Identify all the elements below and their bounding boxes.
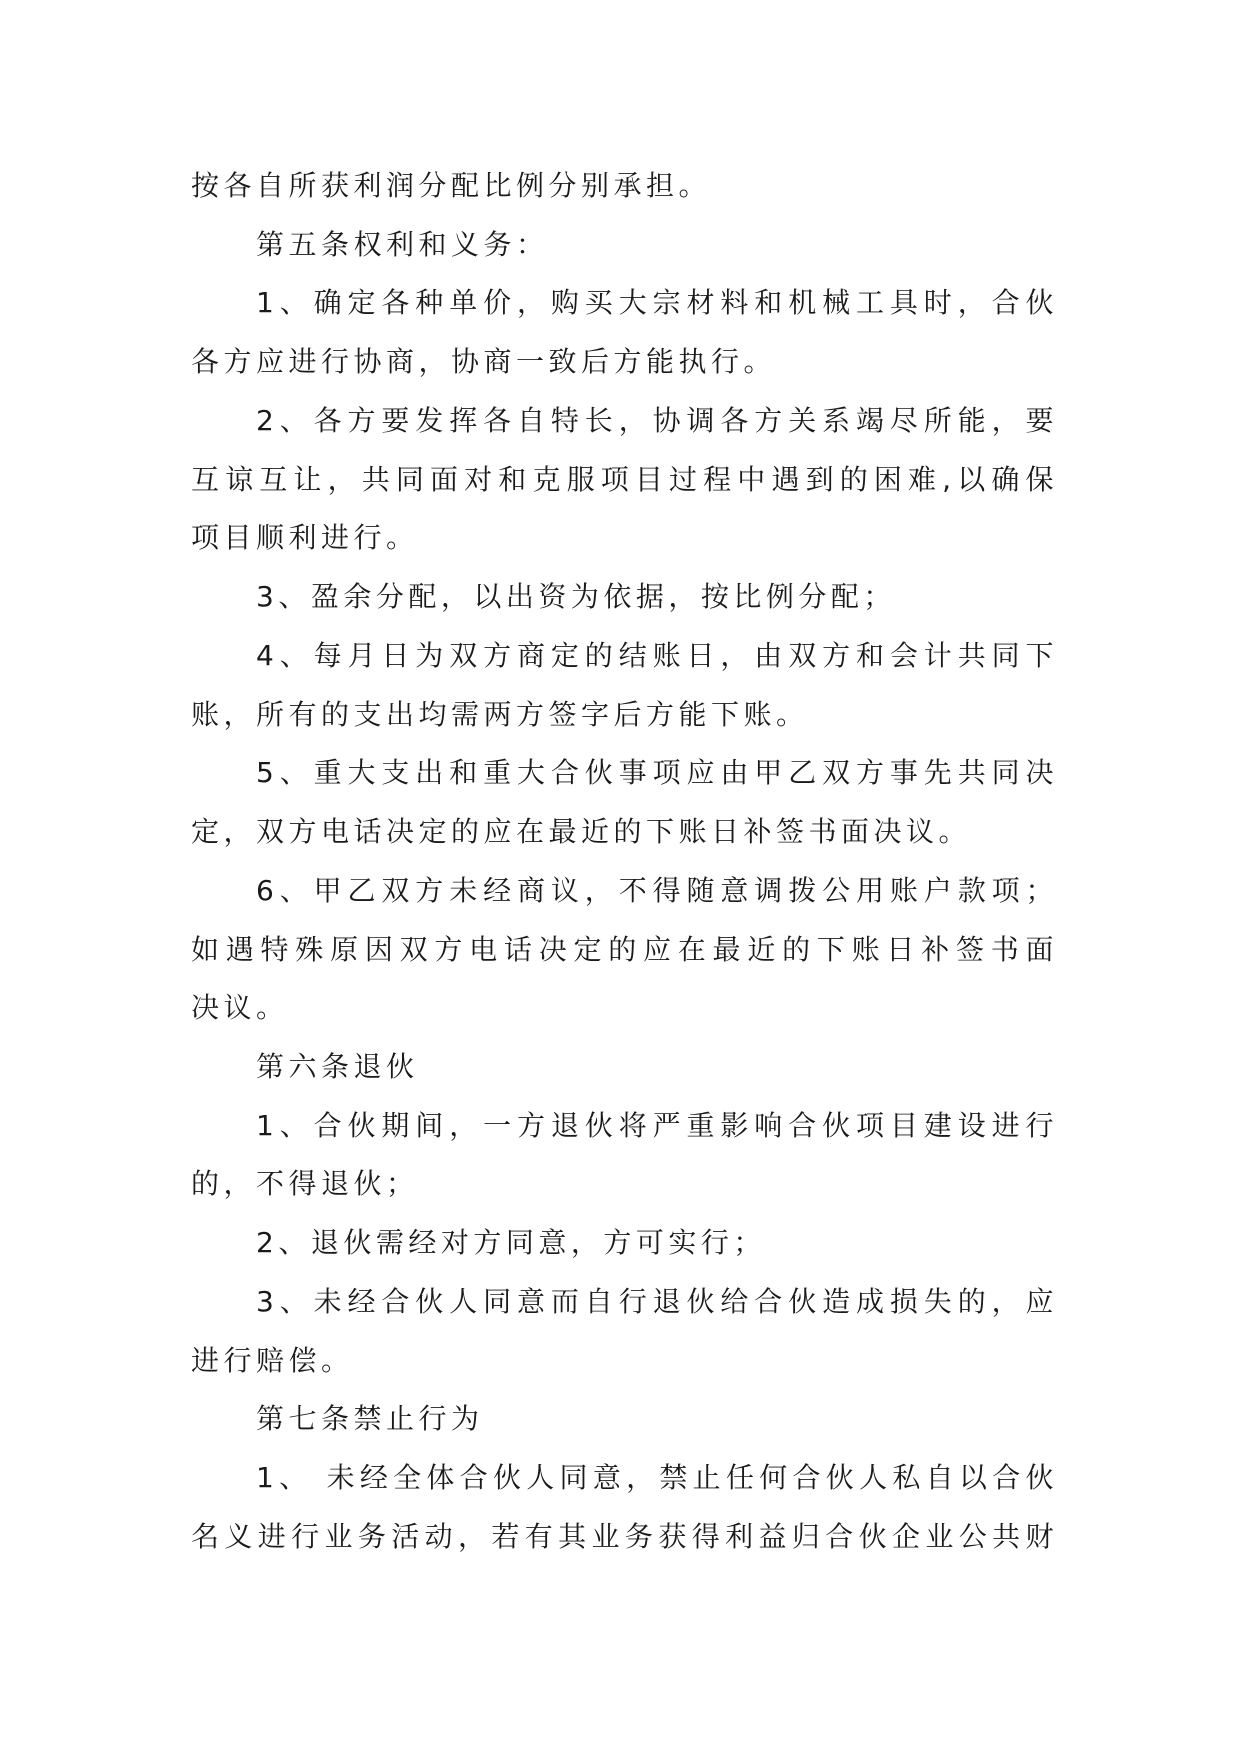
paragraph — [191, 1097, 1058, 1214]
text-line: 6、甲乙双方未经商议，不得随意调拨公用账户款项； — [256, 873, 1058, 907]
paragraph — [191, 627, 1058, 744]
text-line: 第五条权利和义务： — [256, 227, 549, 261]
paragraph — [191, 274, 1058, 391]
text-line: 3、未经合伙人同意而自行退伙给合伙造成损失的，应 — [256, 1284, 1058, 1318]
paragraph — [191, 392, 1058, 568]
text-line: 决议。 — [191, 991, 289, 1025]
paragraph — [191, 157, 1058, 216]
text-line: 5、重大支出和重大合伙事项应由甲乙双方事先共同决 — [256, 756, 1058, 790]
text-line: 第六条退伙 — [256, 1050, 419, 1084]
text-line: 第七条禁止行为 — [256, 1402, 484, 1436]
paragraph — [191, 862, 1058, 1038]
paragraph — [191, 1449, 1058, 1566]
text-line: 的，不得退伙； — [191, 1167, 419, 1201]
paragraph — [191, 744, 1058, 861]
text-line: 账，所有的支出均需两方签字后方能下账。 — [191, 697, 809, 731]
paragraph — [191, 1273, 1058, 1390]
text-line: 各方应进行协商，协商一致后方能执行。 — [191, 345, 777, 379]
text-line: 3、盈余分配，以出资为依据，按比例分配； — [256, 580, 896, 614]
document-page — [191, 157, 1058, 1567]
text-line: 定，双方电话决定的应在最近的下账日补签书面决议。 — [191, 815, 972, 849]
text-line: 4、每月日为双方商定的结账日，由双方和会计共同下 — [256, 638, 1058, 672]
text-line: 按各自所获利润分配比例分别承担。 — [191, 169, 712, 202]
paragraph — [191, 1038, 1058, 1097]
text-line: 1、确定各种单价，购买大宗材料和机械工具时，合伙 — [256, 286, 1058, 320]
text-line: 互谅互让，共同面对和克服项目过程中遇到的困难,以确保 — [191, 462, 1058, 496]
text-line: 2、退伙需经对方同意，方可实行； — [256, 1226, 766, 1260]
text-line: 1、合伙期间，一方退伙将严重影响合伙项目建设进行 — [256, 1108, 1058, 1142]
text-line: 进行赔偿。 — [191, 1343, 354, 1377]
text-line: 项目顺利进行。 — [191, 521, 419, 555]
paragraph — [191, 1390, 1058, 1449]
paragraph — [191, 568, 1058, 627]
paragraph — [191, 216, 1058, 275]
text-line: 2、各方要发挥各自特长，协调各方关系竭尽所能，要 — [256, 403, 1058, 437]
text-line: 1、 未经全体合伙人同意，禁止任何合伙人私自以合伙 — [256, 1461, 1058, 1495]
text-line: 名义进行业务活动，若有其业务获得利益归合伙企业公共财 — [191, 1519, 1058, 1553]
text-line: 如遇特殊原因双方电话决定的应在最近的下账日补签书面 — [191, 932, 1058, 966]
paragraph — [191, 1214, 1058, 1273]
